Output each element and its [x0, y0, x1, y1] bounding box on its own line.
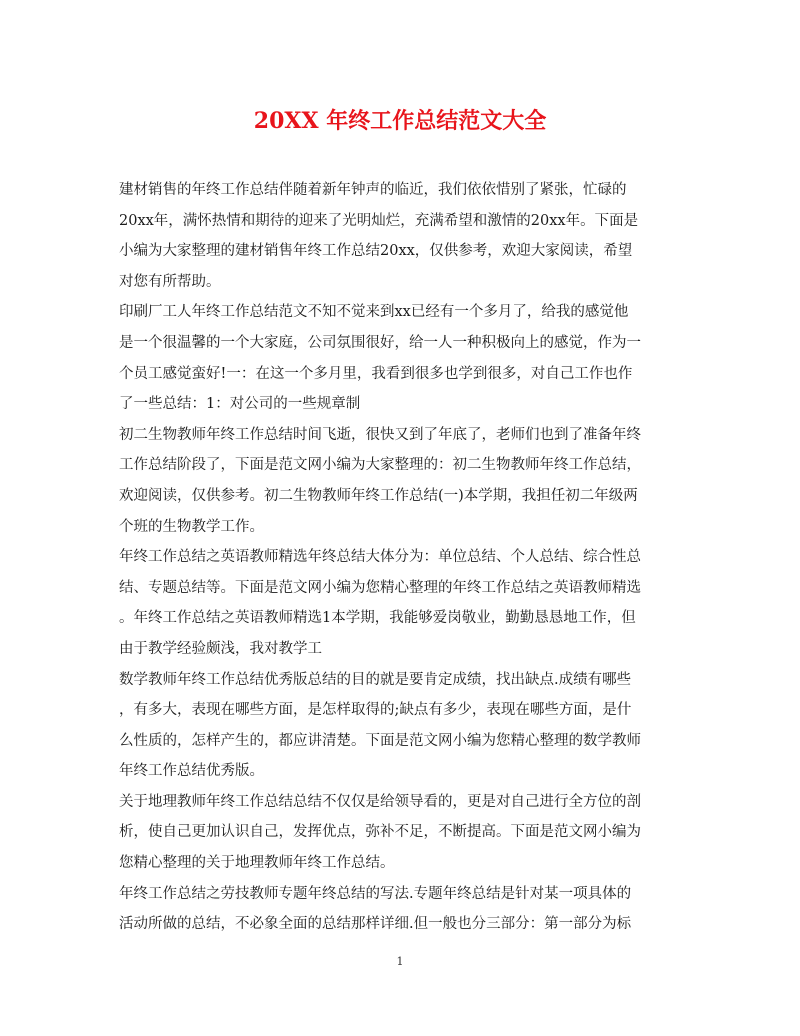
- text-line: 您精心整理的关于地理教师年终工作总结。: [119, 855, 395, 872]
- text-line: 个员工感觉蛮好!一：在这一个多月里，我看到很多也学到很多，对自己工作也作: [119, 365, 633, 382]
- text-line: 个班的生物教学工作。: [119, 518, 264, 535]
- text-line: 初二生物教师年终工作总结时间飞逝，很快又到了年底了，老师们也到了准备年终: [119, 426, 641, 443]
- text-line: 20xx年，满怀热情和期待的迎来了光明灿烂，充满希望和激情的20xx年。下面是: [119, 212, 639, 229]
- text-line: 年终工作总结之英语教师精选年终总结大体分为：单位总结、个人总结、综合性总: [119, 549, 641, 566]
- text-line: ，有多大，表现在哪些方面，是怎样取得的;缺点有多少，表现在哪些方面，是什: [119, 702, 632, 719]
- text-line: 了一些总结：1：对公司的一些规章制: [119, 396, 361, 413]
- text-line: 年终工作总结之劳技教师专题年终总结的写法.专题年终总结是针对某一项具体的: [119, 885, 632, 902]
- text-line: 活动所做的总结，不必象全面的总结那样详细.但一般也分三部分：第一部分为标: [119, 916, 632, 933]
- text-line: 对您有所帮助。: [119, 273, 221, 290]
- text-line: 是一个很温馨的一个大家庭，公司氛围很好，给一人一种积极向上的感觉，作为一: [119, 334, 641, 351]
- page-number: 1: [396, 955, 404, 968]
- text-line: 结、专题总结等。下面是范文网小编为您精心整理的年终工作总结之英语教师精选: [119, 579, 641, 596]
- text-line: 数学教师年终工作总结优秀版总结的目的就是要肯定成绩，找出缺点.成绩有哪些: [119, 671, 632, 688]
- text-line: 年终工作总结优秀版。: [119, 763, 264, 780]
- text-line: 印刷厂工人年终工作总结范文不知不觉来到xx已经有一个多月了，给我的感觉他: [119, 304, 629, 321]
- text-line: 工作总结阶段了，下面是范文网小编为大家整理的：初二生物教师年终工作总结，: [119, 457, 641, 474]
- text-line: 析，使自己更加认识自己，发挥优点，弥补不足，不断提高。下面是范文网小编为: [119, 824, 641, 841]
- text-line: 么性质的，怎样产生的，都应讲清楚。下面是范文网小编为您精心整理的数学教师: [119, 732, 641, 749]
- text-line: 关于地理教师年终工作总结总结不仅仅是给领导看的，更是对自己进行全方位的剖: [119, 793, 641, 810]
- text-line: 建材销售的年终工作总结伴随着新年钟声的临近，我们依依惜别了紧张，忙碌的: [119, 182, 627, 198]
- text-line: 由于教学经验颇浅，我对教学工: [119, 640, 322, 657]
- document-title: 20XX 年终工作总结范文大全: [253, 108, 547, 134]
- text-line: 。年终工作总结之英语教师精选1本学期，我能够爱岗敬业，勤勤恳恳地工作，但: [119, 610, 636, 627]
- text-line: 欢迎阅读，仅供参考。初二生物教师年终工作总结(一)本学期，我担任初二年级两: [119, 487, 638, 504]
- document-body: [119, 175, 687, 940]
- text-line: 小编为大家整理的建材销售年终工作总结20xx，仅供参考，欢迎大家阅读，希望: [119, 243, 633, 260]
